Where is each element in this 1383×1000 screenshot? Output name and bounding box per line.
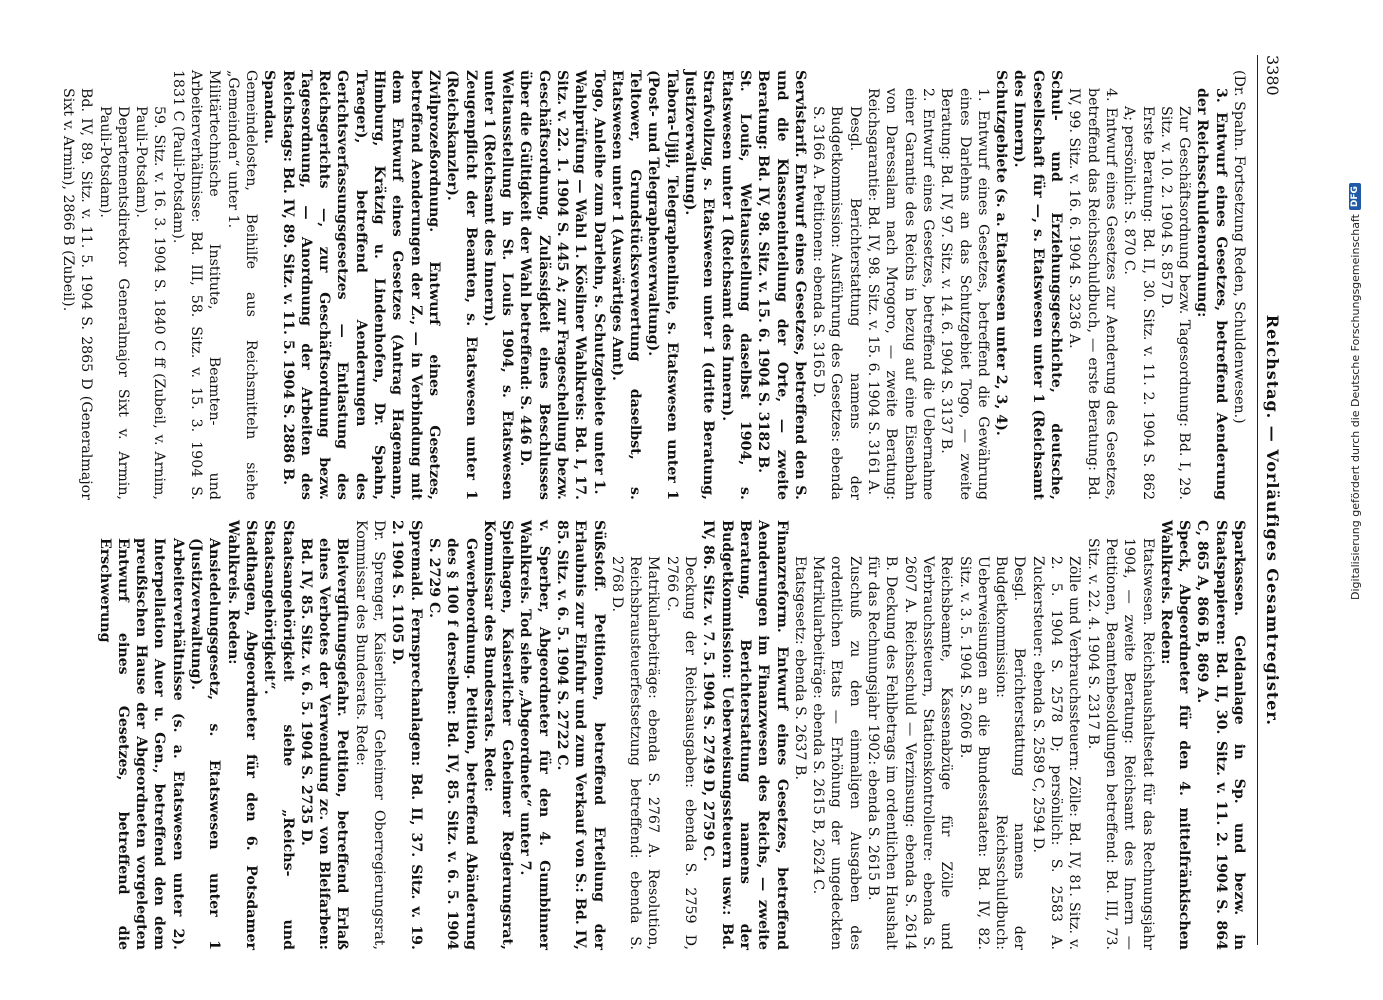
index-entry: Weltausstellung in St. Louis 1904, s. Etatswesen unter 1 (Reichsamt des Innern).: [480, 70, 516, 500]
index-entry: Servistarif. Entwurf eines Gesetzes, betreffend den S. und die Klasseneinteilung der Orte, — zweite Beratung: Bd. IV, 98. Sitz. v. 15. 6. 1904 S. 3182 B.: [755, 70, 808, 500]
index-entry: 1. Entwurf eines Gesetzes, betreffend die Gewährung eines Darlehns an das Schutzgebiet Togo, — zweite Beratung: Bd. IV, 97. Sitz. v. 14. 6. 1904 S. 3137 B.: [938, 88, 991, 500]
index-entry: Militärtechnische Institute, Beamten- und Arbeiterverhältnisse: Bd. III, 58. Sitz. v. 15. 3. 1904 S. 1831 C (Pauli-Potsdam).: [169, 70, 223, 500]
index-entry: Gewerbeordnung. Petition, betreffend Abänderung des § 100 f derselben: Bd. IV, 85. Sitz. v. 6. 5. 1904 S. 2729 C.: [425, 538, 479, 950]
page-number: 3380: [1263, 55, 1283, 96]
index-entry: Zivilprozeßordnung. Entwurf eines Gesetzes, betreffend Aenderungen der Z., — in Verbindung mit dem Entwurf eines Gesetzes (Antrag Hagemann, Himburg, Krätzig u. Lindenhofen, Dr. Spahn, Traeger), betreffend Aenderungen des Gerichtsverfassungsgesetzes — Entlastung des Reichsgerichts —, zur Geschäftsordnung bezw. Tagesordnung, — Anordnung der Arbeiten des Reichstags: Bd. IV, 89. Sitz. v. 11. 5. 1904 S. 2886 B.: [279, 70, 442, 500]
index-entry: Schutzgebiete (s. a. Etatswesen unter 2, 3, 4).: [993, 70, 1010, 436]
index-entry: St. Louis, Weltausstellung daselbst 1904, s. Etatswesen unter 1 (Reichsamt des Innern).: [718, 70, 753, 500]
running-title: Reichstag. — Vorläufiges Gesamtregister.: [1263, 314, 1283, 726]
index-entry: Schul- und Erziehungsgeschichte, deutsche, Gesellschaft für —, s. Etatswesen unter 1 (Reichsamt des Innern).: [1011, 70, 1065, 500]
index-entry: Zölle und Verbrauchssteuern: Zölle: Bd. IV, 81. Sitz. v. 2. 5. 1904 S. 2578 D; persönlich: S. 2583 A. Zuckersteuer: ebenda S. 2589 C, 2594 D.: [1029, 556, 1083, 950]
index-entry: Dr. Sprenger, Kaiserlicher Geheimer Oberregierungsrat, Kommissar des Bundesrats. Rede:: [352, 520, 388, 950]
index-entry: Gemeindelosten, Beihilfe aus Reichsmitteln siehe „Gemeinden“ unter 1.: [224, 70, 259, 500]
index-entry: Spremald. Fernsprechanlagen: Bd. II, 37. Sitz. v. 19. 2. 1904 S. 1105 D.: [389, 520, 424, 950]
index-entry: Arbeiterverhältnisse (s. a. Etatswesen unter 2). Interpellation Auer u. Gen., betreffend den dem preußischen Hause der Abgeordneten vorgelegten Entwurf eines Gesetzes, betreffend die Erschwerung: [96, 538, 186, 950]
index-entry: Spielhagen, Kaiserlicher Geheimer Regierungsrat, Kommissar des Bundesrats. Rede:: [480, 520, 516, 950]
index-entry: Zeugenpflicht der Beamten, s. Etatswesen unter 1 (Reichskanzler).: [444, 70, 479, 500]
index-entry: v. Sperber, Abgeordneter für den 4. Gumbinner Wahlkreis. Tod siehe „Abgeordnete“ unter 7.: [517, 520, 552, 950]
index-entry: Togo, Anleihe zum Darlehn, s. Schutzgebiete unter 1.: [590, 70, 607, 495]
dfg-logo-badge: DFG: [1349, 183, 1361, 210]
index-entry: Reichsbeamte, Kassenabzüge für Zölle und Verbrauchssteuern, Stationskontrolleure: ebenda S. 2607 A. Reichsschuld — Verzinsung: ebenda S. 2614 B. Deckung des Fehlbetrags im ordentlichen Haushalt für das Rechnungsjahr 1902: ebenda S. 2615 B.: [865, 556, 955, 950]
index-entry: Zur Geschäftsordnung bezw. Tagesordnung: Bd. I, 29. Sitz. v. 10. 2. 1904 S. 857 D.: [1157, 106, 1193, 500]
index-entry: Sparkassen. Geldanlage in Sp. und bezw. in Staatspapieren: Bd. II, 30. Sitz. v. 11. 2. 1904 S. 864 C, 865 A, 866 B, 869 A.: [1194, 520, 1247, 950]
index-entry: Bleivergiftungsgefahr. Petition, betreffend Erlaß eines Verbotes der Verwendung zc. von Bleifarben: Bd. IV, 85. Sitz. v. 6. 5. 1904 S. 2735 D.: [297, 538, 351, 950]
index-entry: 4. Entwurf eines Gesetzes zur Aenderung des Gesetzes, betreffend das Reichsschuldbuch, — erste Beratung: Bd. IV, 99. Sitz. v. 16. 6. 1904 S. 3236 A.: [1066, 88, 1119, 500]
index-entry: Departementsdirektor Generalmajor Sixt v. Armin, Pauli-Potsdam).: [96, 106, 131, 500]
index-entry: Staatsangehörigkeit siehe „Reichs- und Staatsangehörigkeit“.: [261, 520, 296, 950]
index-entry: Etatswesen. Reichshaushaltsetat für das Rechnungsjahr 1904, — zweite Beratung: Reichsamt des Innern — Petitionen, Beamtenbesoldungen betreffend: Bd. III, 73. Sitz. v. 22. 4. 1904 S. 2317 B.: [1084, 538, 1156, 950]
index-entry: Etatsgesetz: ebenda S. 2637 B.: [791, 556, 808, 780]
index-entry: Stadthagen, Abgeordneter für den 6. Potsdamer Wahlkreis. Reden:: [224, 520, 259, 950]
index-entry: Deckung der Reichsausgaben: ebenda S. 2759 D, 2766 C.: [663, 556, 699, 950]
index-entry: Desgl. Berichterstattung namens der Budgetkommission: Ausführung des Gesetzes: ebenda S. 3166 A. Petitionen: ebenda S. 3165 D.: [810, 106, 863, 500]
right-column: [95, 520, 1248, 950]
index-entry: Matrikularbeiträge: ebenda S. 2767 A. Resolution, Reichsbrausteuerfestsetzung betreffend: ebenda S. 2768 D.: [608, 556, 662, 950]
page-header: [1257, 55, 1288, 945]
index-entry: Wahlprüfung — Wahl 1. Kösliner Wahlkreis: Bd. I, 17. Sitz. v. 22. 1. 1904 S. 445 A; zur Frageschellung bezw. Geschäftsordnung, Zulässigkeit eines Beschlusses über die Gültigkeit der Wahl betreffend: S. 446 D.: [517, 70, 589, 500]
digitization-footer: [1345, 186, 1365, 600]
footer-text: Digitalisierung gefördert durch die Deutsche Forschungsgemeinschaft: [1348, 214, 1362, 600]
index-entry: Spandau.: [261, 70, 278, 145]
index-entry: Teltower, Grundstücksverwertung daselbst, s. Etatswesen unter 1 (Auswärtiges Amt).: [608, 70, 644, 500]
index-entry: (Dr. Spahn. Fortsetzung Reden, Schuldenwesen.): [1231, 70, 1247, 424]
index-entry: Speck, Abgeordneter für den 4. mittelfränkischen Wahlkreis. Reden:: [1157, 520, 1193, 950]
index-entry: 2. Entwurf eines Gesetzes, betreffend die Uebernahme einer Garantie des Reichs in bezug auf eine Eisenbahn von Daressalam nach Mrogoro, — zweite Beratung: Reichsgarantie: Bd. IV, 98. Sitz. v. 15. 6. 1904 S. 3161 A.: [865, 88, 936, 500]
index-entry: Erste Beratung: Bd. II, 30. Sitz. v. 11. 2. 1904 S. 862 A; persönlich: S. 870 C.: [1121, 106, 1156, 500]
index-entry: Zuschuß zu den einmaligen Ausgaben des ordentlichen Etats — Erhöhung der ungedeckten Matrikularbeiträge: ebenda S. 2615 B, 2624 C.: [810, 556, 863, 950]
index-entry: Desgl. Berichterstattung namens der Budgetkommission: Reichsschuldbuch: Ueberweisungen an die Bundesstaaten: Bd. IV, 82. Sitz. v. 3. 5. 1904 S. 2606 B.: [956, 556, 1028, 950]
index-entry: Süßstoff. Petitionen, betreffend Erteilung der Erlaubnis zur Einfuhr und zum Verkauf von S.: Bd. IV, 85. Sitz. v. 6. 5. 1904 S. 2722 C.: [554, 520, 607, 950]
index-entry: Finanzreform. Entwurf eines Gesetzes, betreffend Aenderungen im Finanzwesen des Reichs, — zweite Beratung, Berichterstattung namens der Budgetkommission: Ueberweisungssteuern usw.: Bd. IV, 86. Sitz. v. 7. 5. 1904 S. 2749 D, 2759 C.: [700, 520, 790, 950]
index-entry: Strafvollzug, s. Etatswesen unter 1 (dritte Beratung, Justizverwaltung).: [682, 70, 717, 500]
index-entry: Ansiedelungsgesetz, s. Etatswesen unter 1 (Justizverwaltung).: [188, 538, 223, 950]
index-entry: 3. Entwurf eines Gesetzes, betreffend Aenderung der Reichsschuldenordnung:: [1194, 88, 1229, 500]
index-entry: Bd. IV, 89. Sitz. v. 11. 5. 1904 S. 2865 D (Generalmajor Sixt v. Armin), 2866 B (Zubeil).: [60, 88, 95, 500]
index-entry: 59. Sitz. v. 16. 3. 1904 S. 1840 C ff (Zubeil, v. Arnim, Pauli-Potsdam).: [133, 106, 168, 500]
index-entry: Tabora-Ujiji, Telegraphenlinie, s. Etatswesen unter 1 (Post- und Telegraphenverwaltung).: [645, 70, 680, 500]
left-column: [59, 70, 1248, 500]
